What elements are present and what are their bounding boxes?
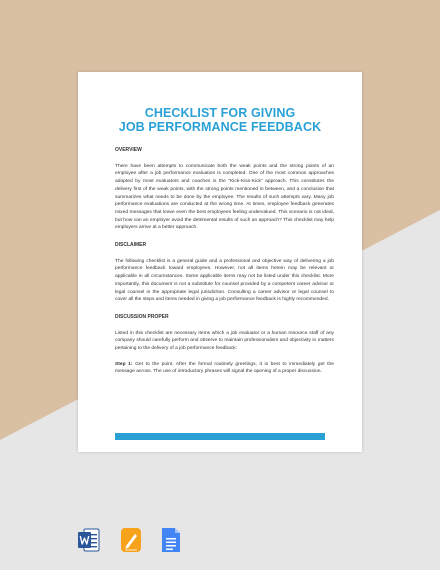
discussion-paragraph: Listed in this checklist are necessary items which a job evaluator or a human resource staff of any company should carefully perform and observe to maintain professionalism and objectivity in matters pertaining to the delivery of a job performance feedback: (115, 330, 334, 352)
overview-paragraph: There have been attempts to communicate both the weak points and the strong points of an employee after a job performance evaluation is completed. One of the most common approaches adopted by most evaluators and coaches is the “Kick-Kiss-Kick” approach. This constitutes the delivery first of the weak points, with the strong points mentioned in between, and a conclusion that summarizes what needs to be done by the employee. The results of such attempts vary. Many job performance evaluations are conducted at the wrong time. At times, employee feedback generates mixed messages that leave even the best employees feeling undervalued. This scenario is not ideal, but how can an employer avoid the detrimental results of such an approach? This checklist may help employers arrive at a better approach. (115, 163, 334, 231)
word-icon[interactable] (78, 527, 100, 553)
title-line-1: CHECKLIST FOR GIVING (144, 106, 296, 120)
document-title (78, 106, 362, 134)
section-heading-disclaimer: DISCLAIMER (115, 242, 147, 249)
step-1-label: Step 1: (115, 361, 133, 367)
pages-icon[interactable] (120, 527, 142, 553)
step-1-text: Get to the point. After the formal routinely greetings, it is best to immediately get the message across. The use of introductory phrases will signal the opening of a proper discussion. (115, 361, 334, 375)
document-footer-bar (115, 433, 325, 440)
google-docs-icon[interactable] (160, 527, 182, 553)
document-body (115, 147, 334, 386)
section-heading-overview: OVERVIEW (115, 147, 142, 153)
document-page (78, 72, 362, 452)
section-heading-discussion: DISCUSSION PROPER (115, 313, 169, 320)
step-1-paragraph (115, 361, 334, 376)
title-line-2: JOB PERFORMANCE FEEDBACK (118, 120, 322, 134)
disclaimer-paragraph: The following checklist is a general guide and a professional and objective way of delivering a job performance feedback toward employees. However, not all items herein may be relevant or applicable in all circumstances. Some applicable items may not be listed under this checklist. More importantly, this document is not a substitute for counsel provided by a competent career advisor or legal counsel in the appropriate legal jurisdiction. Consulting a career advisor or legal counsel to cover all the steps and items needed in giving a job performance feedback is highly recommended. (115, 258, 334, 303)
